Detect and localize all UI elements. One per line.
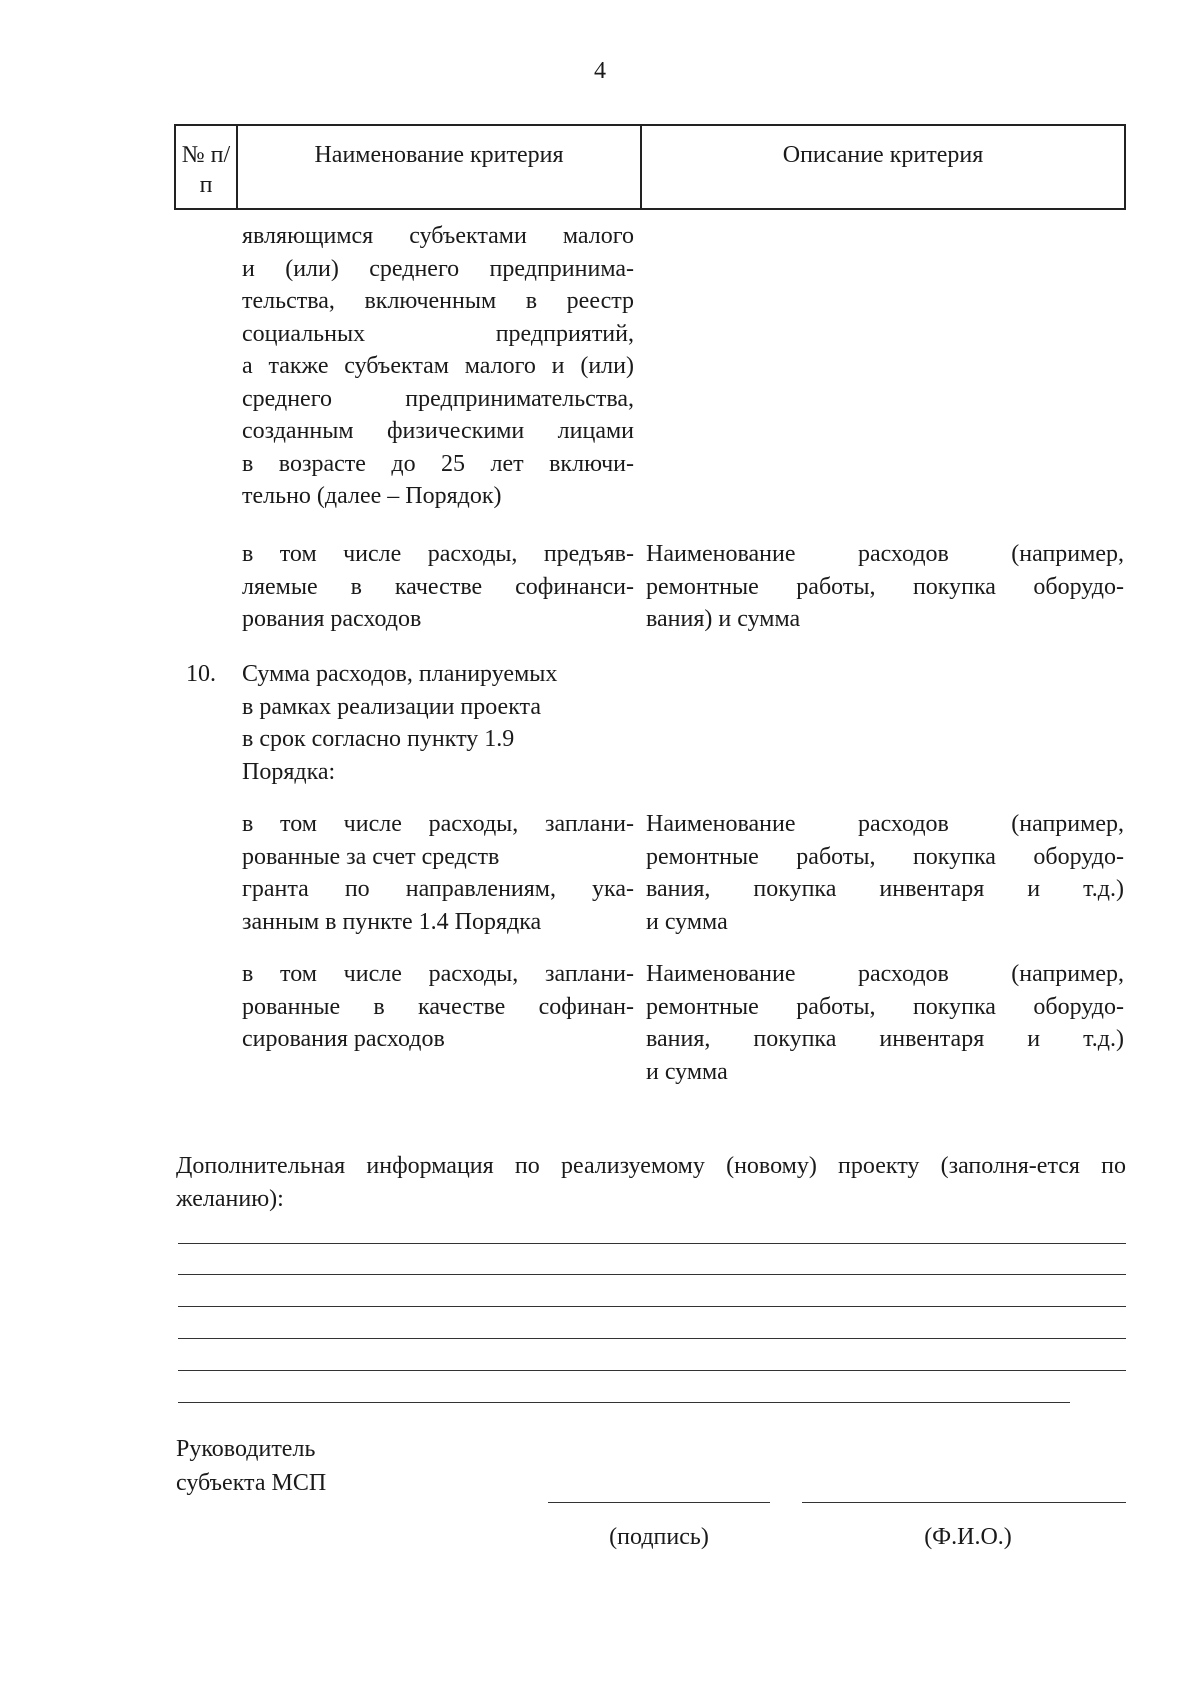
text-line: рованные в качестве софинан- xyxy=(242,993,634,1020)
text-line: Наименование расходов (например, xyxy=(646,811,1124,837)
text-line: сирования расходов xyxy=(242,1026,445,1052)
header-number: № п/п xyxy=(176,126,238,208)
additional-info-fill-line[interactable] xyxy=(178,1274,1126,1275)
text-line: ремонтные работы, покупка оборудо- xyxy=(646,573,1124,600)
row-10-name xyxy=(242,658,634,788)
row-10-grant-description xyxy=(646,808,1124,938)
text-line: в срок согласно пункту 1.9 xyxy=(242,726,515,752)
header-criterion-name: Наименование критерия xyxy=(238,126,642,208)
row-9-cofinancing-name xyxy=(242,538,634,636)
text-line: в том числе расходы, предъяв- xyxy=(242,541,634,567)
signer-role-line: субъекта МСП xyxy=(176,1470,327,1496)
signer-role-line: Руководитель xyxy=(176,1436,316,1462)
text-line: ляемые в качестве софинанси- xyxy=(242,573,634,600)
text-line: социальных предприятий, xyxy=(242,320,634,347)
text-line: и сумма xyxy=(646,1058,728,1085)
text-line: вания, покупка инвентаря и т.д.) xyxy=(646,1026,1124,1052)
text-line: вания) и сумма xyxy=(646,606,801,632)
criteria-table-header xyxy=(174,124,1126,210)
page-number: 4 xyxy=(594,58,606,84)
full-name-line[interactable] xyxy=(802,1502,1126,1503)
text-line: а также субъектам малого и (или) xyxy=(242,353,634,379)
row-10-cofinancing-description xyxy=(646,958,1124,1088)
text-line: Порядка: xyxy=(242,758,336,785)
text-line: в том числе расходы, заплани- xyxy=(242,961,634,987)
additional-info-fill-line[interactable] xyxy=(178,1306,1126,1307)
text-line: тельно (далее – Порядок) xyxy=(242,483,502,509)
row-10-cofinancing-name xyxy=(242,958,634,1056)
additional-info-label: Дополнительная информация по реализуемому (новому) проекту (заполня-ется по желанию): xyxy=(176,1153,1126,1212)
text-line: в рамках реализации проекта xyxy=(242,693,541,720)
text-line: рованные за счет средств xyxy=(242,843,500,870)
signer-role xyxy=(176,1432,326,1500)
text-line: занным в пункте 1.4 Порядка xyxy=(242,908,542,935)
additional-info-fill-line[interactable] xyxy=(178,1402,1070,1403)
text-line: ремонтные работы, покупка оборудо- xyxy=(646,843,1124,870)
continuation-criterion-text xyxy=(242,220,634,513)
additional-info-fill-line[interactable] xyxy=(178,1243,1126,1244)
row-10-number: 10. xyxy=(186,661,216,687)
text-line: являющимся субъектами малого xyxy=(242,223,634,249)
text-line: созданным физическими лицами xyxy=(242,418,634,444)
text-line: в возрасте до 25 лет включи- xyxy=(242,450,634,477)
text-line: Сумма расходов, планируемых xyxy=(242,661,558,687)
text-line: и сумма xyxy=(646,908,728,935)
text-line: Наименование расходов (например, xyxy=(646,961,1124,987)
text-line: среднего предпринимательства, xyxy=(242,385,634,412)
text-line: вания, покупка инвентаря и т.д.) xyxy=(646,876,1124,902)
text-line: в том числе расходы, заплани- xyxy=(242,811,634,837)
full-name-caption: (Ф.И.О.) xyxy=(924,1524,1012,1550)
text-line: ремонтные работы, покупка оборудо- xyxy=(646,993,1124,1020)
row-10-grant-name xyxy=(242,808,634,938)
row-9-cofinancing-description xyxy=(646,538,1124,636)
text-line: Наименование расходов (например, xyxy=(646,541,1124,567)
signature-caption: (подпись) xyxy=(609,1524,709,1550)
additional-info-fill-line[interactable] xyxy=(178,1338,1126,1339)
text-line: рования расходов xyxy=(242,606,422,632)
header-criterion-description: Описание критерия xyxy=(782,142,984,168)
additional-info-fill-line[interactable] xyxy=(178,1370,1126,1371)
text-line: и (или) среднего предпринима- xyxy=(242,255,634,282)
signature-line[interactable] xyxy=(548,1502,770,1503)
text-line: гранта по направлениям, ука- xyxy=(242,876,634,902)
text-line: тельства, включенным в реестр xyxy=(242,288,634,314)
